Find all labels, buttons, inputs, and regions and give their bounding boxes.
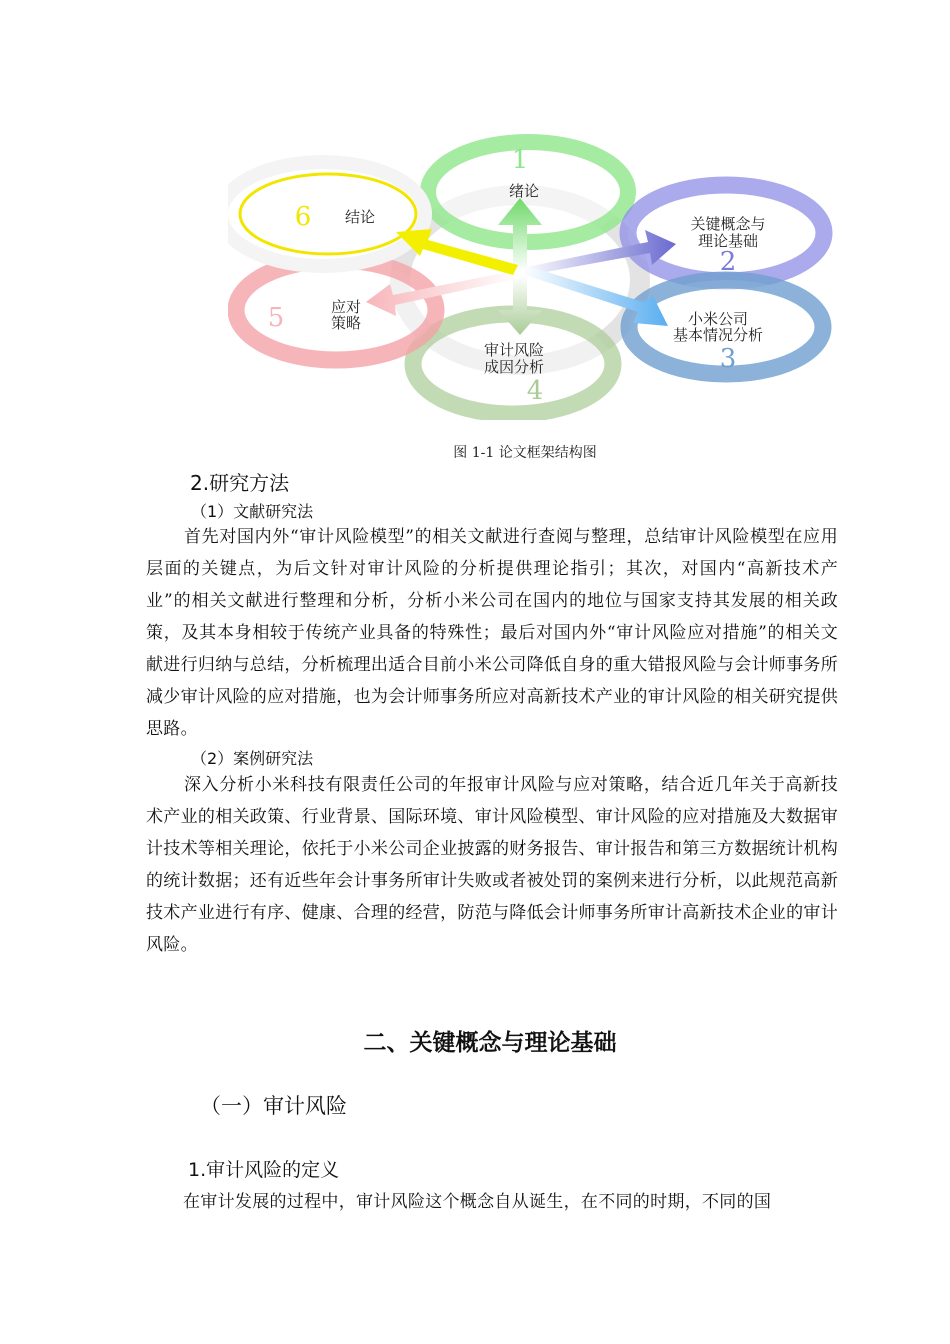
framework-diagram-graphic <box>228 130 848 420</box>
case-method-heading: （2）案例研究法 <box>191 749 314 768</box>
node-number-3: 3 <box>719 344 737 374</box>
literature-method-paragraph: 首先对国内外“审计风险模型”的相关文献进行查阅与整理，总结审计风险模型在应用层面的关键点，为后文针对审计风险的分析提供理论指引；其次，对国内“高新技术产业”的相关文献进行整理和分析，分析小米公司在国内的地位与国家支持其发展的相关政策，及其本身相较于传统产业具备的特殊性；最后对国内外“审计风险应对措施”的相关文献进行归纳与总结，分析梳理出适合目前小米公司降低自身的重大错报风险与会计师事务所减少审计风险的应对措施，也为会计师事务所应对高新技术产业的审计风险的相关研究提供思路。 <box>146 527 838 739</box>
research-method-heading: 2.研究方法 <box>190 471 290 495</box>
node-number-1: 1 <box>511 145 529 175</box>
node-label-3b: 基本情况分析 <box>672 326 764 344</box>
section-heading: （一）审计风险 <box>200 1094 347 1118</box>
node-number-6: 6 <box>294 202 312 232</box>
definition-paragraph: 在审计发展的过程中，审计风险这个概念自从诞生，在不同的时期，不同的国 <box>183 1192 772 1212</box>
node-label-2a: 关键概念与 <box>690 215 766 233</box>
case-method-paragraph: 深入分析小米科技有限责任公司的年报审计风险与应对策略，结合近几年关于高新技术产业的相关政策、行业背景、国际环境、审计风险模型、审计风险的应对措施及大数据审计技术等相关理论，依托于小米公司企业披露的财务报告、审计报告和第三方数据统计机构的统计数据；还有近些年会计事务所审计失败或者被处罚的案例来进行分析，以此规范高新技术产业进行有序、健康、合理的经营，防范与降低会计师事务所审计高新技术企业的审计风险。 <box>146 775 838 955</box>
node-label-4a: 审计风险 <box>483 341 545 359</box>
subsection-heading: 1.审计风险的定义 <box>188 1159 340 1181</box>
node-label-6: 结论 <box>344 208 376 226</box>
thesis-framework-diagram <box>228 130 848 420</box>
figure-caption: 图 1-1 论文框架结构图 <box>453 445 597 461</box>
node-label-1: 绪论 <box>508 182 540 200</box>
node-number-2: 2 <box>719 247 737 277</box>
node-label-4b: 成因分析 <box>483 358 545 376</box>
node-label-5a: 应对 <box>330 298 362 316</box>
node-label-3a: 小米公司 <box>687 310 749 328</box>
literature-method-heading: （1）文献研究法 <box>191 502 314 521</box>
node-number-4: 4 <box>526 376 544 406</box>
node-label-2b: 理论基础 <box>697 232 759 250</box>
node-number-5: 5 <box>267 303 285 333</box>
chapter-title: 二、关键概念与理论基础 <box>363 1030 617 1056</box>
node-label-5b: 策略 <box>330 314 362 332</box>
